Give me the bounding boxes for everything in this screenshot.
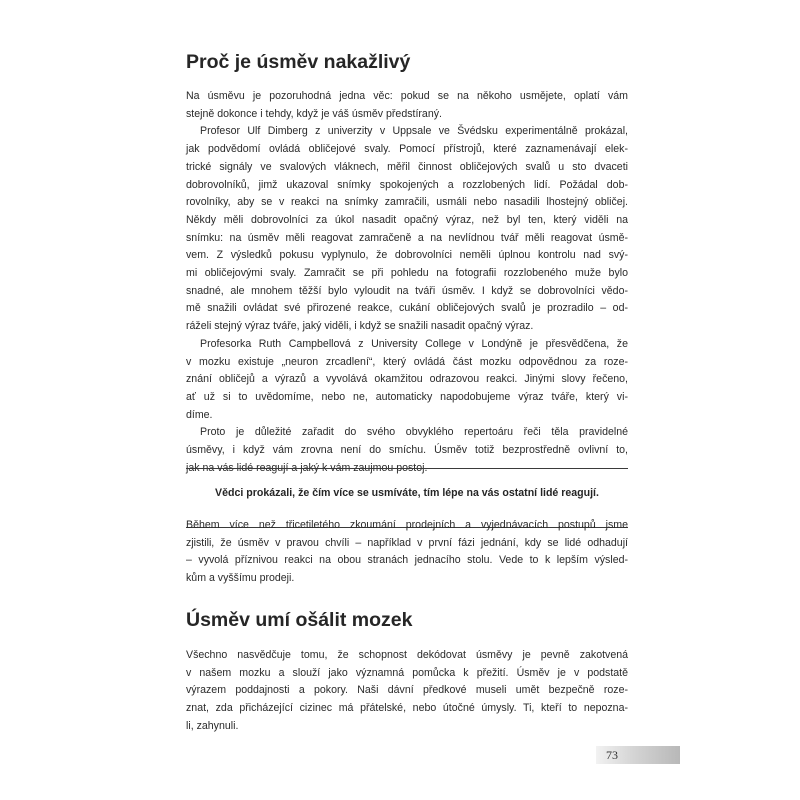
highlight-quote: Vědci prokázali, že čím více se usmíváte, tím lépe na vás ostatní lidé reagují.	[215, 487, 599, 499]
text-line: zjistili, že úsměv v pravou chvíli – například v první fázi jednání, kdy se lidé odhadují	[186, 536, 628, 549]
text-line: stejně dokonce i tehdy, když je váš úsměv předstíraný.	[186, 107, 442, 120]
text-line: Během více než třicetiletého zkoumání prodejních a vyjednávacích postupů jsme	[186, 519, 628, 531]
paragraph-5	[186, 517, 628, 588]
text-line: jak podvědomí ovládá obličejové svaly. Pomocí přístrojů, které zaznamenávají elek-	[186, 143, 628, 156]
section-heading-2	[186, 608, 628, 632]
text-line: Proto je důležité zařadit do svého obvyklého repertoáru řeči těla pravidelné	[200, 426, 628, 439]
text-line: li, zahynuli.	[186, 719, 239, 732]
text-line: v našem mozku a slouží jako významná pomůcka k přežití. Úsměv je v podstatě	[186, 666, 628, 679]
text-line: Profesor Ulf Dimberg z univerzity v Uppsale ve Švédsku experimentálně prokázal,	[200, 125, 628, 138]
text-line: ráželi stejný výraz tváře, jaký viděli, i když se snažili nasadit opačný výraz.	[186, 320, 534, 333]
paragraph-1	[186, 88, 628, 123]
page-number: 73	[606, 748, 618, 762]
text-line: trické signály ve svalových vláknech, měřil činnost obličejových svalů u sto dvaceti	[186, 160, 628, 173]
paragraph-6	[186, 647, 628, 736]
text-line: snadné, ale mnohem těžší bylo vyloudit na tváři úsměv. I když se dobrovolníci vědo-	[186, 284, 628, 297]
text-line: Profesorka Ruth Campbellová z University College v Londýně je přesvědčena, že	[200, 337, 628, 350]
heading-proc-je-usmev-nakazlivy: Proč je úsměv nakažlivý	[186, 51, 411, 73]
text-line: dobrovolníků, jimž ukazoval snímky spokojených a rozzlobených lidí. Požádal dob-	[186, 178, 628, 191]
text-line: vem. Z výsledků pokusu vyplynulo, že dobrovolníci neměli úplnou kontrolu nad svý-	[186, 249, 628, 262]
paragraph-2	[186, 123, 628, 335]
text-line: snímku: na úsměv měli reagovat zamračeně a na nevlídnou tvář měli reagovat úsmě-	[186, 231, 628, 244]
section-1-body	[186, 88, 628, 477]
text-line: díme.	[186, 408, 213, 421]
text-line: Někdy měli dobrovolníci za úkol nasadit opačný výraz, než byl ten, který viděli na	[186, 213, 628, 226]
section-heading-1	[186, 50, 628, 74]
text-line: rovolníky, aby se v reakci na snímky zamračili, usmáli nebo nasadili lhostejný obličej.	[186, 196, 628, 209]
paragraph-3	[186, 336, 628, 425]
text-line: jak na vás lidé reagují a jaký k vám zaujmou postoj.	[186, 461, 428, 474]
heading-usmev-umi-osalit-mozek: Úsměv umí ošálit mozek	[186, 609, 413, 631]
text-line: Všechno nasvědčuje tomu, že schopnost dekódovat úsměvy je pevně zakotvená	[186, 649, 628, 661]
text-line: ať už si to uvědomíme, nebo ne, automaticky napodobujeme výraz tváře, který vi-	[186, 390, 628, 403]
text-line: v mozku existuje „neuron zrcadlení“, který ovládá část mozku odpovědnou za roze-	[186, 355, 628, 368]
text-line: mi obličejovými svaly. Zamračit se při pohledu na fotografii rozzlobeného muže bylo	[186, 267, 628, 280]
text-line: – vyvolá příznivou reakci na obou stranách jednacího stolu. Vede to k lepším výsled-	[186, 554, 628, 567]
text-line: znat, zda přicházející cizinec má přátelské, nebo útočné úmysly. Ti, kteří to nepozna-	[186, 702, 628, 715]
after-quote-body	[186, 517, 628, 588]
text-line: znání obličejů a výrazů a vyvolává okamžitou odrazovou reakci. Jinými slovy řečeno,	[186, 373, 628, 386]
text-line: mě snažili ovládat své přirozené reakce, cukání obličejových svalů je prozradilo – od-	[186, 302, 628, 315]
section-2-body	[186, 647, 628, 736]
text-line: úsměvy, i když vám zrovna není do smíchu. Úsměv totiž bezprostředně ovlivní to,	[186, 444, 628, 457]
text-line: kům a vyššímu prodeji.	[186, 572, 295, 585]
text-line: Na úsměvu je pozoruhodná jedna věc: pokud se na někoho usmějete, oplatí vám	[186, 90, 628, 102]
text-line: výrazem poddajnosti a pokory. Naši dávní předkové museli umět bezpečně roze-	[186, 684, 628, 697]
